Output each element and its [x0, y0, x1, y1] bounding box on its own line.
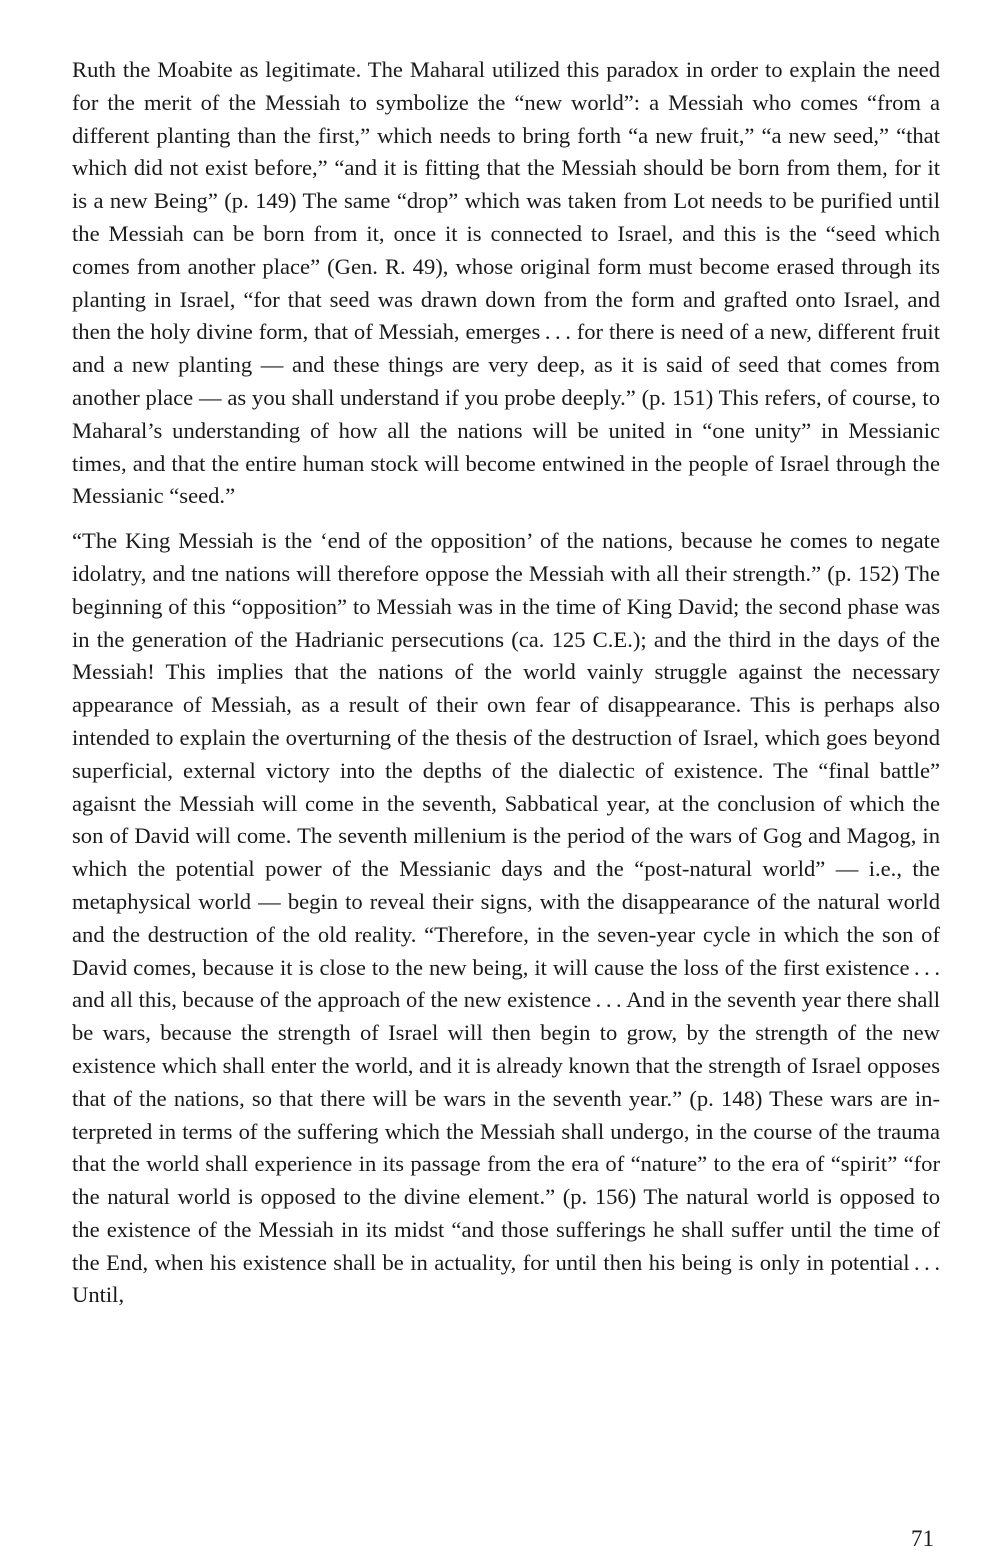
paragraph-2: “The King Messiah is the ‘end of the opposition’ of the nations, because he comes to negate idolatry, and tne nations will therefore oppose the Messiah with all their strength.” (p. 152) The beginning of this “opposition” to Messiah was in the time of King David; the second phase was in the generation of the Hadrianic persecutions (ca. 125 C.E.); and the third in the days of the Messiah! This implies that the nations of the world vainly struggle against the necessary appearance of Messiah, as a result of their own fear of disappearance. This is perhaps also intended to explain the overturning of the thesis of the destruction of Israel, which goes beyond superficial, external victory into the depths of the dialectic of existence. The “final battle” agaisnt the Messiah will come in the seventh, Sabbatical year, at the conclusion of which the son of David will come. The seventh millenium is the period of the wars of Gog and Magog, in which the potential power of the Messianic days and the “post-natural world” — i.e., the metaphysical world — begin to reveal their signs, with the disappearance of the natural world and the destruction of the old reality. “Therefore, in the seven-year cycle in which the son of David comes, because it is close to the new being, it will cause the loss of the first existence . . . and all this, because of the approach of the new existence . . . And in the seventh year there shall be wars, because the strength of Israel will then begin to grow, by the strength of the new existence which shall enter the world, and it is already known that the strength of Israel opposes that of the nations, so that there will be wars in the seventh year.” (p. 148) These wars are interpreted in terms of the suffering which the Messiah shall undergo, in the course of the trauma that the world shall experience in its passage from the era of “nature” to the era of “spirit” “for the natural world is opposed to the divine element.” (p. 156) The natural world is opposed to the existence of the Messiah in its midst “and those sufferings he shall suffer until the time of the End, when his existence shall be in actuality, for until then his being is only in potential . . . Until,: [72, 528, 940, 1308]
page-number: 71: [911, 1526, 934, 1551]
paragraph-1: Ruth the Moabite as legitimate. The Maharal utilized this paradox in order to explain the need for the merit of the Messiah to symbolize the “new world”: a Messiah who comes “from a different planting than the first,” which needs to bring forth “a new fruit,” “a new seed,” “that which did not exist before,” “and it is fitting that the Messiah should be born from them, for it is a new Being” (p. 149) The same “drop” which was taken from Lot needs to be purified until the Messiah can be born from it, once it is connected to Israel, and this is the “seed which comes from another place” (Gen. R. 49), whose original form must become erased through its planting in Israel, “for that seed was drawn down from the form and grafted onto Israel, and then the holy divine form, that of Messiah, emerges . . . for there is need of a new, different fruit and a new planting — and these things are very deep, as it is said of seed that comes from another place — as you shall understand if you probe deeply.” (p. 151) This refers, of course, to Maharal’s understanding of how all the nations will be united in “one unity” in Messianic times, and that the entire human stock will become entwined in the people of Israel through the Messianic “seed.”: [72, 57, 940, 509]
page-body: [72, 54, 940, 1312]
